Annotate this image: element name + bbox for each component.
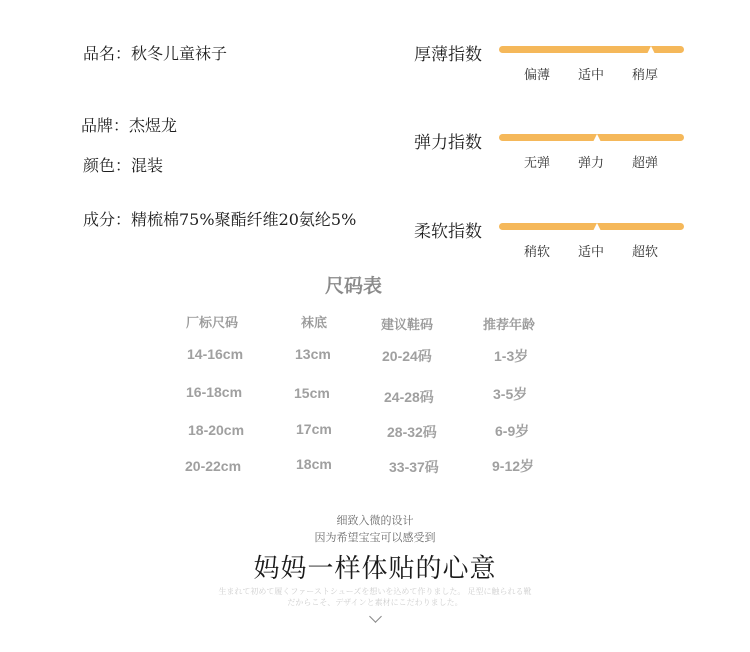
meter-level: 超软: [632, 245, 659, 260]
product-composition: 成分：精梳棉75%聚酯纤维20氨纶5%: [83, 210, 357, 229]
table-header: 推荐年龄: [483, 317, 536, 332]
softness-meter: [414, 217, 694, 267]
footer-line2: 因为希望宝宝可以感受到: [314, 532, 436, 544]
meter-level: 稍厚: [632, 68, 659, 83]
meter-title: 弹力指数: [414, 133, 482, 153]
meter-level: 弹力: [578, 156, 605, 171]
table-cell: 18-20cm: [188, 422, 245, 438]
meter-bar: [499, 223, 684, 230]
meter-level: 稍软: [524, 245, 551, 260]
table-cell: 6-9岁: [495, 423, 530, 439]
table-cell: 16-18cm: [186, 384, 243, 400]
footer-jp-line2: だからこそ、デザインと素材にこだわりました。: [287, 598, 463, 607]
table-cell: 9-12岁: [492, 458, 535, 474]
product-name: 品名：秋冬儿童袜子: [83, 44, 228, 63]
meter-level: 适中: [578, 68, 605, 83]
table-header: 建议鞋码: [381, 317, 434, 332]
meter-bar: [499, 134, 684, 141]
meter-indicator: [647, 46, 655, 54]
footer-jp-line1: 生まれて初めて履くファーストシューズを想いを込めて作りました。 足型に触られる靴: [218, 587, 532, 596]
elasticity-meter: [414, 128, 694, 178]
table-cell: 13cm: [295, 346, 331, 362]
table-header: 袜底: [301, 315, 328, 330]
size-table-title: 尺码表: [325, 276, 383, 297]
footer-headline: 妈妈一样体贴的心意: [253, 553, 497, 583]
meter-level: 超弹: [632, 156, 659, 171]
table-cell: 33-37码: [389, 459, 439, 475]
thickness-meter: [414, 40, 694, 90]
product-color: 颜色：混装: [83, 156, 164, 175]
meter-level: 适中: [578, 245, 605, 260]
chevron-down-icon: [369, 610, 382, 623]
table-cell: 28-32码: [387, 424, 437, 440]
footer-line1: 细致入微的设计: [336, 515, 414, 527]
table-cell: 17cm: [296, 421, 332, 437]
meter-title: 厚薄指数: [414, 45, 482, 65]
meter-title: 柔软指数: [414, 222, 482, 242]
meter-indicator: [593, 223, 601, 231]
meter-bar: [499, 46, 684, 53]
table-cell: 15cm: [294, 385, 330, 401]
table-cell: 3-5岁: [493, 386, 528, 402]
table-cell: 1-3岁: [494, 348, 529, 364]
table-cell: 24-28码: [384, 389, 434, 405]
table-cell: 18cm: [296, 456, 332, 472]
table-cell: 20-22cm: [185, 458, 242, 474]
meter-level: 偏薄: [524, 68, 551, 83]
meter-level: 无弹: [524, 156, 551, 171]
meter-indicator: [593, 134, 601, 142]
table-cell: 14-16cm: [187, 346, 244, 362]
product-brand: 品牌：杰煜龙: [81, 116, 178, 135]
table-cell: 20-24码: [382, 348, 432, 364]
table-header: 厂标尺码: [186, 315, 239, 330]
